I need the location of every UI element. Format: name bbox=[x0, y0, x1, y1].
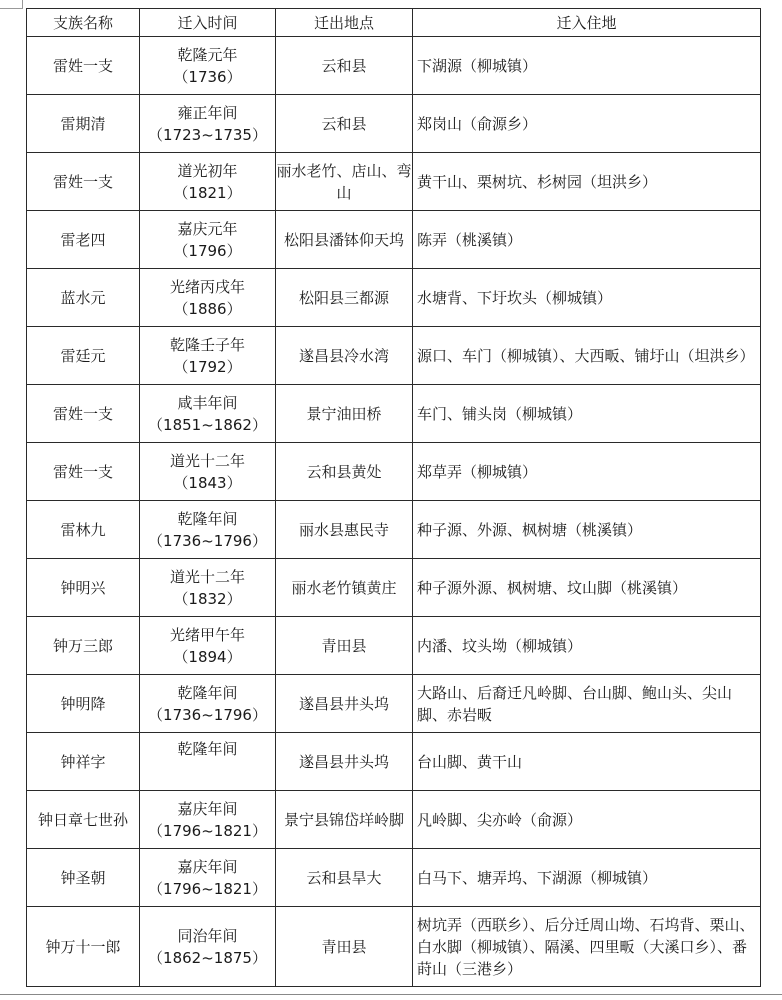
year-range-text: （1736~1796） bbox=[148, 705, 267, 724]
move-in-time-cell bbox=[140, 211, 276, 269]
era-text: 乾隆元年 bbox=[177, 45, 238, 64]
move-in-time-cell bbox=[140, 733, 276, 791]
destination-cell: 源口、车门（柳城镇）、大西畈、铺圩山（坦洪乡） bbox=[413, 327, 761, 385]
era-text: 乾隆壬子年 bbox=[169, 335, 245, 354]
era-text: 道光十二年 bbox=[169, 567, 245, 586]
move-in-time-cell bbox=[140, 559, 276, 617]
move-in-time-cell bbox=[140, 617, 276, 675]
table-row bbox=[27, 617, 761, 675]
era-text: 嘉庆元年 bbox=[177, 219, 238, 238]
table-row bbox=[27, 95, 761, 153]
move-in-time-cell bbox=[140, 153, 276, 211]
year-range-text: （1821） bbox=[173, 183, 242, 202]
era-text: 乾隆年间 bbox=[177, 740, 238, 758]
origin-cell: 云和县旱大 bbox=[276, 849, 413, 907]
origin-cell: 遂昌县井头坞 bbox=[276, 675, 413, 733]
table-row bbox=[27, 443, 761, 501]
move-in-time-cell bbox=[140, 269, 276, 327]
header-row bbox=[27, 9, 761, 37]
branch-name-cell: 钟万三郎 bbox=[27, 617, 140, 675]
table-row bbox=[27, 269, 761, 327]
destination-cell: 郑岗山（俞源乡） bbox=[413, 95, 761, 153]
branch-name-cell: 雷姓一支 bbox=[27, 37, 140, 95]
origin-cell: 青田县 bbox=[276, 617, 413, 675]
table-row bbox=[27, 385, 761, 443]
move-in-time-cell bbox=[140, 443, 276, 501]
destination-cell: 凡岭脚、尖亦岭（俞源） bbox=[413, 791, 761, 849]
branch-name-cell: 钟明兴 bbox=[27, 559, 140, 617]
branch-name-cell: 雷姓一支 bbox=[27, 385, 140, 443]
destination-cell: 黄干山、栗树坑、杉树园（坦洪乡） bbox=[413, 153, 761, 211]
destination-cell: 台山脚、黄干山 bbox=[413, 733, 761, 791]
origin-cell: 云和县 bbox=[276, 95, 413, 153]
year-range-text: （1796） bbox=[173, 241, 242, 260]
move-in-time-cell bbox=[140, 675, 276, 733]
destination-cell: 种子源外源、枫树塘、坟山脚（桃溪镇） bbox=[413, 559, 761, 617]
origin-cell: 丽水老竹、店山、弯山 bbox=[276, 153, 413, 211]
year-range-text: （1851~1862） bbox=[148, 415, 267, 434]
origin-cell: 丽水县惠民寺 bbox=[276, 501, 413, 559]
move-in-time-cell bbox=[140, 849, 276, 907]
move-in-time-cell bbox=[140, 907, 276, 987]
era-text: 咸丰年间 bbox=[177, 393, 238, 412]
destination-cell: 白马下、塘弄坞、下湖源（柳城镇） bbox=[413, 849, 761, 907]
branch-name-cell: 雷老四 bbox=[27, 211, 140, 269]
destination-cell: 大路山、后裔迁凡岭脚、台山脚、鲍山头、尖山脚、赤岩畈 bbox=[413, 675, 761, 733]
move-in-time-cell bbox=[140, 95, 276, 153]
move-in-time-cell bbox=[140, 791, 276, 849]
origin-cell: 遂昌县井头坞 bbox=[276, 733, 413, 791]
year-range-text: （1736~1796） bbox=[148, 531, 267, 550]
table-row bbox=[27, 675, 761, 733]
year-range-text: （1843） bbox=[173, 473, 242, 492]
era-text: 光绪丙戌年 bbox=[169, 277, 245, 296]
branch-name-cell: 钟圣朝 bbox=[27, 849, 140, 907]
move-in-time-cell bbox=[140, 385, 276, 443]
destination-cell: 种子源、外源、枫树塘（桃溪镇） bbox=[413, 501, 761, 559]
origin-cell: 松阳县三都源 bbox=[276, 269, 413, 327]
origin-cell: 景宁县锦岱垟岭脚 bbox=[276, 791, 413, 849]
page-corner-mark bbox=[0, 0, 23, 9]
year-range-text: （1796~1821） bbox=[148, 879, 267, 898]
table-row bbox=[27, 327, 761, 385]
branch-name-cell: 雷姓一支 bbox=[27, 443, 140, 501]
era-text: 道光初年 bbox=[177, 161, 238, 180]
year-range-text: （1832） bbox=[173, 589, 242, 608]
table-row bbox=[27, 849, 761, 907]
era-text: 雍正年间 bbox=[177, 103, 238, 122]
destination-cell: 树坑弄（西联乡）、后分迁周山坳、石坞背、栗山、白水脚（柳城镇）、隔溪、四里畈（大溪口乡）、番莳山（三港乡） bbox=[413, 907, 761, 987]
table-row bbox=[27, 211, 761, 269]
origin-cell: 云和县 bbox=[276, 37, 413, 95]
year-range-text: （1723~1735） bbox=[148, 125, 267, 144]
era-text: 嘉庆年间 bbox=[177, 799, 238, 818]
origin-cell: 云和县黄处 bbox=[276, 443, 413, 501]
branch-name-cell: 蓝水元 bbox=[27, 269, 140, 327]
era-text: 嘉庆年间 bbox=[177, 857, 238, 876]
origin-cell: 松阳县潘钵仰天坞 bbox=[276, 211, 413, 269]
destination-cell: 内潘、坟头坳（柳城镇） bbox=[413, 617, 761, 675]
destination-cell: 水塘背、下圩坎头（柳城镇） bbox=[413, 269, 761, 327]
destination-cell: 下湖源（柳城镇） bbox=[413, 37, 761, 95]
origin-cell: 遂昌县冷水湾 bbox=[276, 327, 413, 385]
branch-name-cell: 雷廷元 bbox=[27, 327, 140, 385]
branch-name-cell: 钟明降 bbox=[27, 675, 140, 733]
destination-cell: 陈弄（桃溪镇） bbox=[413, 211, 761, 269]
branch-name-cell: 雷期清 bbox=[27, 95, 140, 153]
year-range-text: （1736） bbox=[173, 67, 242, 86]
table-row bbox=[27, 559, 761, 617]
destination-cell: 郑草弄（柳城镇） bbox=[413, 443, 761, 501]
header-origin: 迁出地点 bbox=[276, 9, 413, 37]
year-range-text: （1886） bbox=[173, 299, 242, 318]
origin-cell: 青田县 bbox=[276, 907, 413, 987]
era-text: 道光十二年 bbox=[169, 451, 245, 470]
destination-cell: 车门、铺头岗（柳城镇） bbox=[413, 385, 761, 443]
move-in-time-cell bbox=[140, 37, 276, 95]
move-in-time-cell bbox=[140, 501, 276, 559]
branch-name-cell: 雷姓一支 bbox=[27, 153, 140, 211]
table-row bbox=[27, 791, 761, 849]
era-text: 乾隆年间 bbox=[177, 509, 238, 528]
table-row bbox=[27, 501, 761, 559]
migration-table bbox=[26, 8, 761, 987]
branch-name-cell: 雷林九 bbox=[27, 501, 140, 559]
header-destination: 迁入住地 bbox=[413, 9, 761, 37]
table-row bbox=[27, 907, 761, 987]
origin-cell: 丽水老竹镇黄庄 bbox=[276, 559, 413, 617]
era-text: 同治年间 bbox=[177, 926, 238, 945]
table-row bbox=[27, 37, 761, 95]
year-range-text: （1894） bbox=[173, 647, 242, 666]
table-row bbox=[27, 153, 761, 211]
move-in-time-cell bbox=[140, 327, 276, 385]
branch-name-cell: 钟万十一郎 bbox=[27, 907, 140, 987]
year-range-text: （1862~1875） bbox=[148, 948, 267, 967]
era-text: 光绪甲午年 bbox=[169, 625, 245, 644]
branch-name-cell: 钟日章七世孙 bbox=[27, 791, 140, 849]
origin-cell: 景宁油田桥 bbox=[276, 385, 413, 443]
table-row bbox=[27, 733, 761, 791]
branch-name-cell: 钟祥字 bbox=[27, 733, 140, 791]
header-move-in-time: 迁入时间 bbox=[140, 9, 276, 37]
year-range-text: （1792） bbox=[173, 357, 242, 376]
header-branch-name: 支族名称 bbox=[27, 9, 140, 37]
year-range-text: （1796~1821） bbox=[148, 821, 267, 840]
bottom-rule bbox=[0, 994, 782, 995]
era-text: 乾隆年间 bbox=[177, 683, 238, 702]
